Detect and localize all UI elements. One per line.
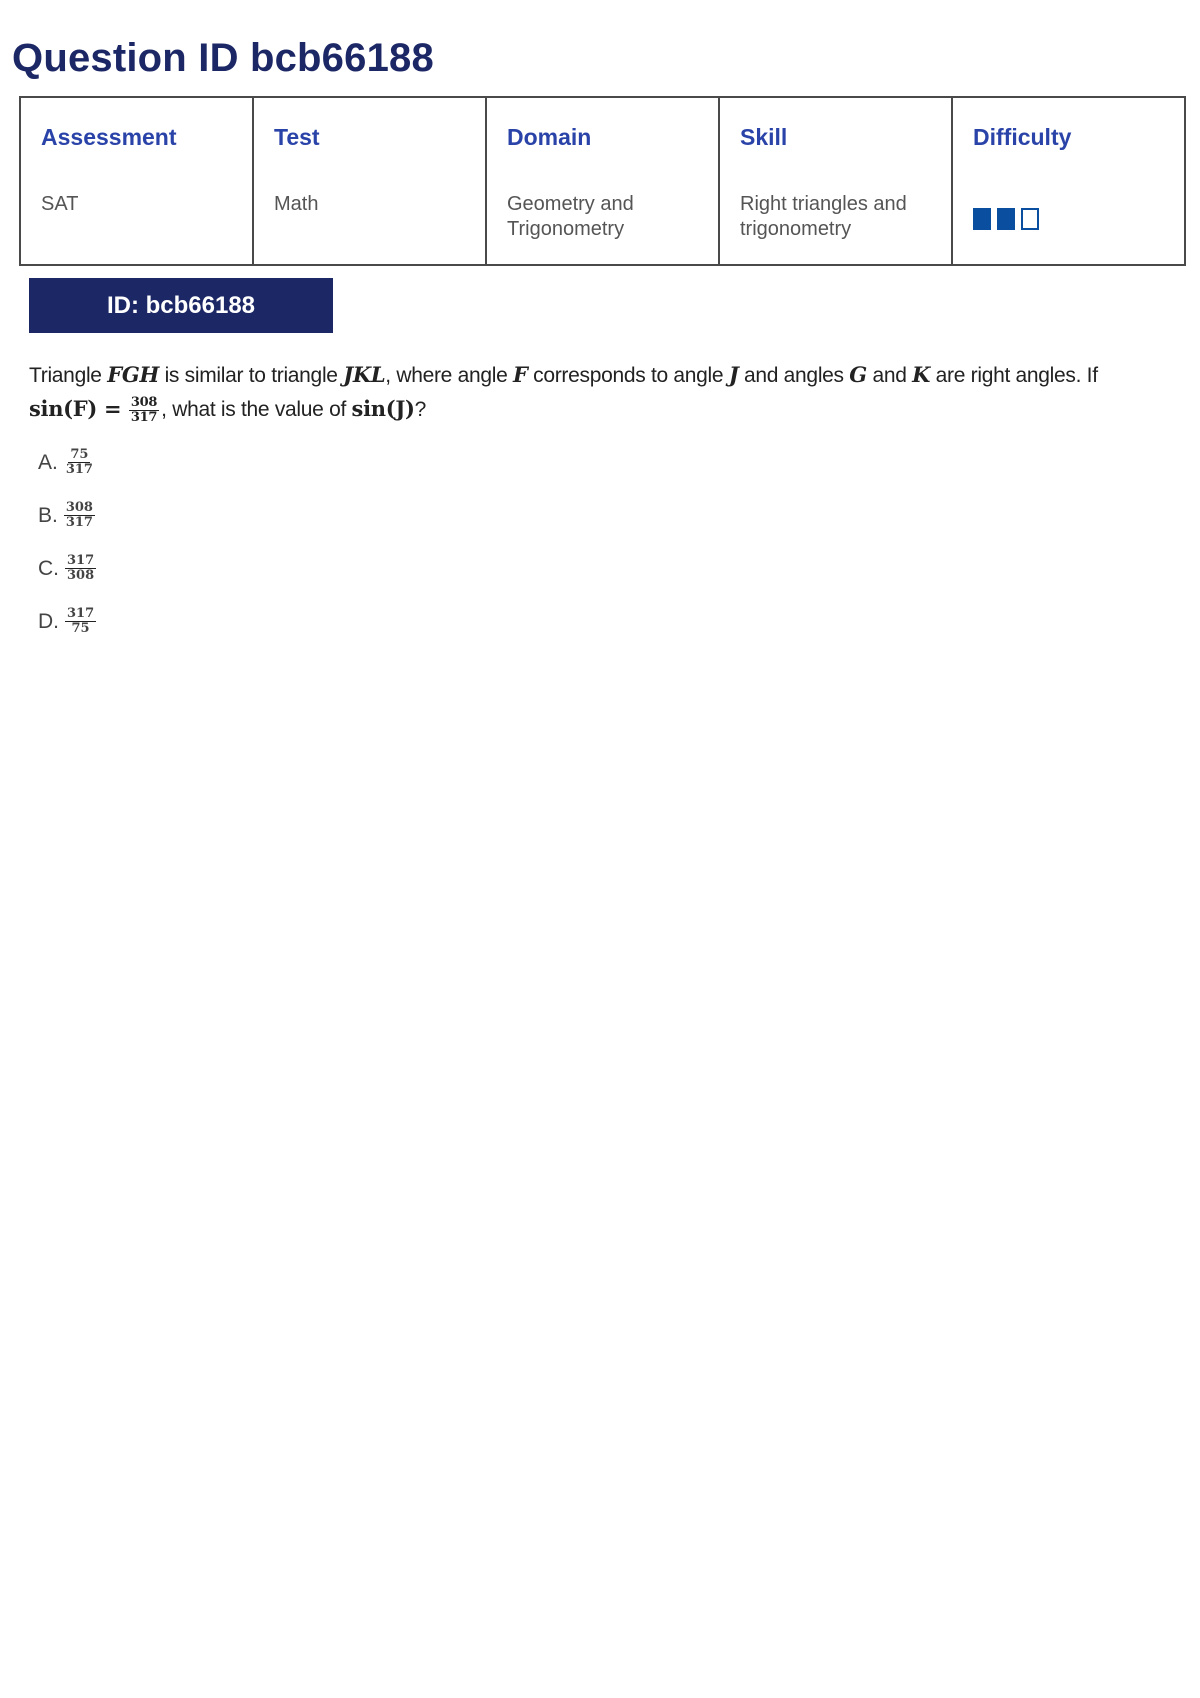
fraction-numerator: 317 xyxy=(67,553,95,568)
question-text-part: are right angles. If xyxy=(930,364,1098,387)
domain-cell xyxy=(487,98,720,264)
math-fraction xyxy=(129,396,159,425)
choice-letter: D. xyxy=(38,609,59,633)
math-angle-g: G xyxy=(849,362,867,387)
fraction-denominator: 75 xyxy=(71,621,90,636)
fraction-denominator: 317 xyxy=(65,462,93,477)
choice-c[interactable] xyxy=(38,542,98,595)
fraction-denominator: 317 xyxy=(65,515,93,530)
domain-value: Geometry and Trigonometry xyxy=(507,193,634,240)
question-text-part: and xyxy=(866,364,913,387)
assessment-value: SAT xyxy=(41,193,79,215)
difficulty-filled-box xyxy=(997,208,1015,230)
choice-b[interactable] xyxy=(38,489,98,542)
difficulty-cell xyxy=(953,98,1184,264)
math-triangle-jkl: JKL xyxy=(343,362,386,387)
choice-letter: C. xyxy=(38,556,59,580)
math-sin-f: sin(F) = xyxy=(29,396,122,421)
question-text-part: , what is the value of xyxy=(161,398,352,421)
math-angle-k: K xyxy=(912,362,931,387)
question-id-banner: ID: bcb66188 xyxy=(29,278,333,333)
choice-letter: A. xyxy=(38,450,58,474)
fraction-numerator: 75 xyxy=(70,447,89,462)
fraction-denominator: 308 xyxy=(67,568,95,583)
choice-letter: B. xyxy=(38,503,58,527)
test-value: Math xyxy=(274,193,319,215)
choice-fraction xyxy=(64,448,95,477)
fraction-numerator: 317 xyxy=(67,606,95,621)
metadata-table xyxy=(19,96,1186,266)
question-text-part: is similar to triangle xyxy=(159,364,344,387)
fraction-numerator: 308 xyxy=(65,500,93,515)
choice-d[interactable] xyxy=(38,595,98,648)
skill-value: Right triangles and trigonometry xyxy=(740,193,907,240)
test-cell xyxy=(254,98,487,264)
difficulty-empty-box xyxy=(1021,208,1039,230)
question-text-part: ? xyxy=(414,398,427,421)
assessment-header: Assessment xyxy=(41,124,177,150)
choice-fraction xyxy=(65,607,96,636)
page-title: Question ID bcb66188 xyxy=(12,36,434,80)
difficulty-indicator xyxy=(973,208,1039,230)
choice-a[interactable] xyxy=(38,436,98,489)
answer-choices xyxy=(38,436,98,648)
difficulty-header: Difficulty xyxy=(973,124,1072,150)
math-angle-f: F xyxy=(513,362,528,387)
math-angle-j: J xyxy=(728,362,739,387)
math-triangle-fgh: FGH xyxy=(107,362,160,387)
question-text-part: Triangle xyxy=(29,364,108,387)
assessment-cell xyxy=(21,98,254,264)
skill-header: Skill xyxy=(740,124,788,150)
difficulty-filled-box xyxy=(973,208,991,230)
test-header: Test xyxy=(274,124,320,150)
question-text xyxy=(29,358,1179,426)
fraction-numerator: 308 xyxy=(130,394,158,410)
skill-cell xyxy=(720,98,953,264)
choice-fraction xyxy=(64,501,95,530)
math-sin-j: sin(J) xyxy=(351,396,415,421)
domain-header: Domain xyxy=(507,124,592,150)
question-text-part: and angles xyxy=(738,364,850,387)
question-text-part: , where angle xyxy=(385,364,514,387)
fraction-denominator: 317 xyxy=(130,409,158,425)
question-text-part: corresponds to angle xyxy=(527,364,729,387)
choice-fraction xyxy=(65,554,96,583)
